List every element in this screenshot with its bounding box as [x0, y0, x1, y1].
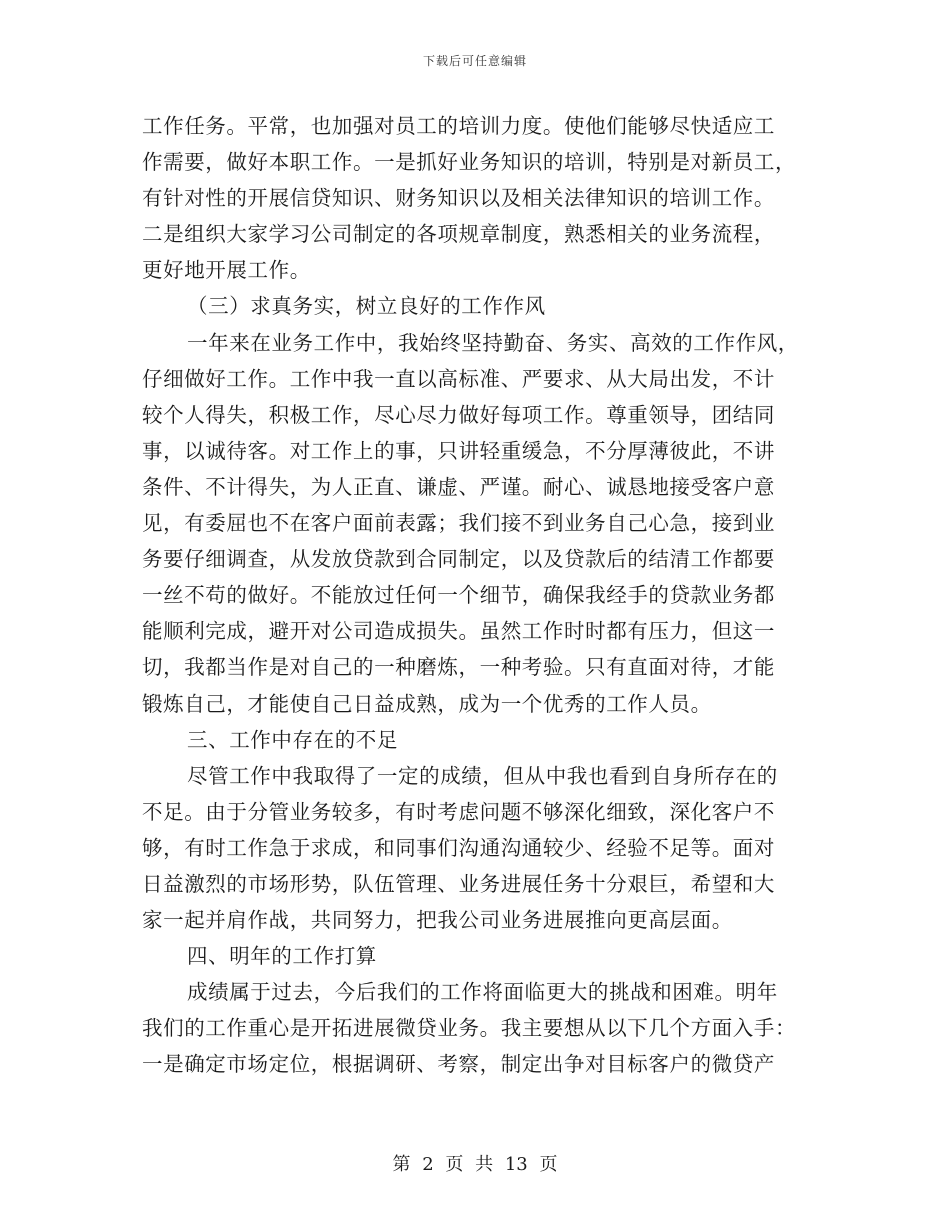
page-number-footer: 第 2 页 共 13 页 [392, 1154, 558, 1175]
text-line: 不足。由于分管业务较多，有时考虑问题不够深化细致，深化客户不 [142, 799, 775, 824]
text-line: 成绩属于过去，今后我们的工作将面临更大的挑战和困难。明年 [187, 980, 778, 1005]
text-line: 切，我都当作是对自己的一种磨炼，一种考验。只有直面对待，才能 [142, 655, 775, 680]
text-line: 二是组织大家学习公司制定的各项规章制度，熟悉相关的业务流程， [142, 222, 775, 247]
text-line: 务要仔细调查，从发放贷款到合同制定，以及贷款后的结清工作都要 [142, 547, 775, 572]
text-line: 条件、不计得失，为人正直、谦虚、严谨。耐心、诚恳地接受客户意 [142, 474, 775, 499]
text-line: 作需要，做好本职工作。一是抓好业务知识的培训，特别是对新员工， [142, 150, 797, 175]
text-line: 更好地开展工作。 [142, 258, 311, 283]
text-line: 见，有委屈也不在客户面前表露；我们接不到业务自己心急，接到业 [142, 511, 775, 536]
text-line: 四、明年的工作打算 [187, 944, 377, 969]
text-line: （三）求真务实，树立良好的工作作风 [187, 294, 546, 319]
text-line: 三、工作中存在的不足 [187, 727, 398, 752]
document-body [142, 108, 812, 1083]
text-line: 一丝不苟的做好。不能放过任何一个细节，确保我经手的贷款业务都 [142, 583, 775, 608]
text-line: 我们的工作重心是开拓进展微贷业务。我主要想从以下几个方面入手： [142, 1016, 797, 1041]
page-header-note: 下载后可任意编辑 [422, 54, 527, 68]
text-line: 尽管工作中我取得了一定的成绩，但从中我也看到自身所存在的 [187, 763, 778, 788]
text-line: 锻炼自己，才能使自己日益成熟，成为一个优秀的工作人员。 [142, 691, 712, 716]
text-line: 日益激烈的市场形势，队伍管理、业务进展任务十分艰巨，希望和大 [142, 871, 775, 896]
text-line: 事，以诚待客。对工作上的事，只讲轻重缓急，不分厚薄彼此，不讲 [142, 438, 775, 463]
text-line: 一是确定市场定位，根据调研、考察，制定出争对目标客户的微贷产 [142, 1052, 775, 1077]
text-line: 一年来在业务工作中，我始终坚持勤奋、务实、高效的工作作风， [187, 330, 799, 355]
text-line: 工作任务。平常，也加强对员工的培训力度。使他们能够尽快适应工 [142, 114, 775, 138]
text-line: 仔细做好工作。工作中我一直以高标准、严要求、从大局出发，不计 [142, 366, 775, 391]
text-line: 够，有时工作急于求成，和同事们沟通沟通较少、经验不足等。面对 [142, 835, 775, 860]
text-line: 较个人得失，积极工作，尽心尽力做好每项工作。尊重领导，团结同 [142, 402, 775, 427]
text-line: 家一起并肩作战，共同努力，把我公司业务进展推向更高层面。 [142, 908, 733, 933]
text-line: 有针对性的开展信贷知识、财务知识以及相关法律知识的培训工作。 [142, 186, 775, 211]
text-line: 能顺利完成，避开对公司造成损失。虽然工作时时都有压力，但这一 [142, 619, 775, 644]
